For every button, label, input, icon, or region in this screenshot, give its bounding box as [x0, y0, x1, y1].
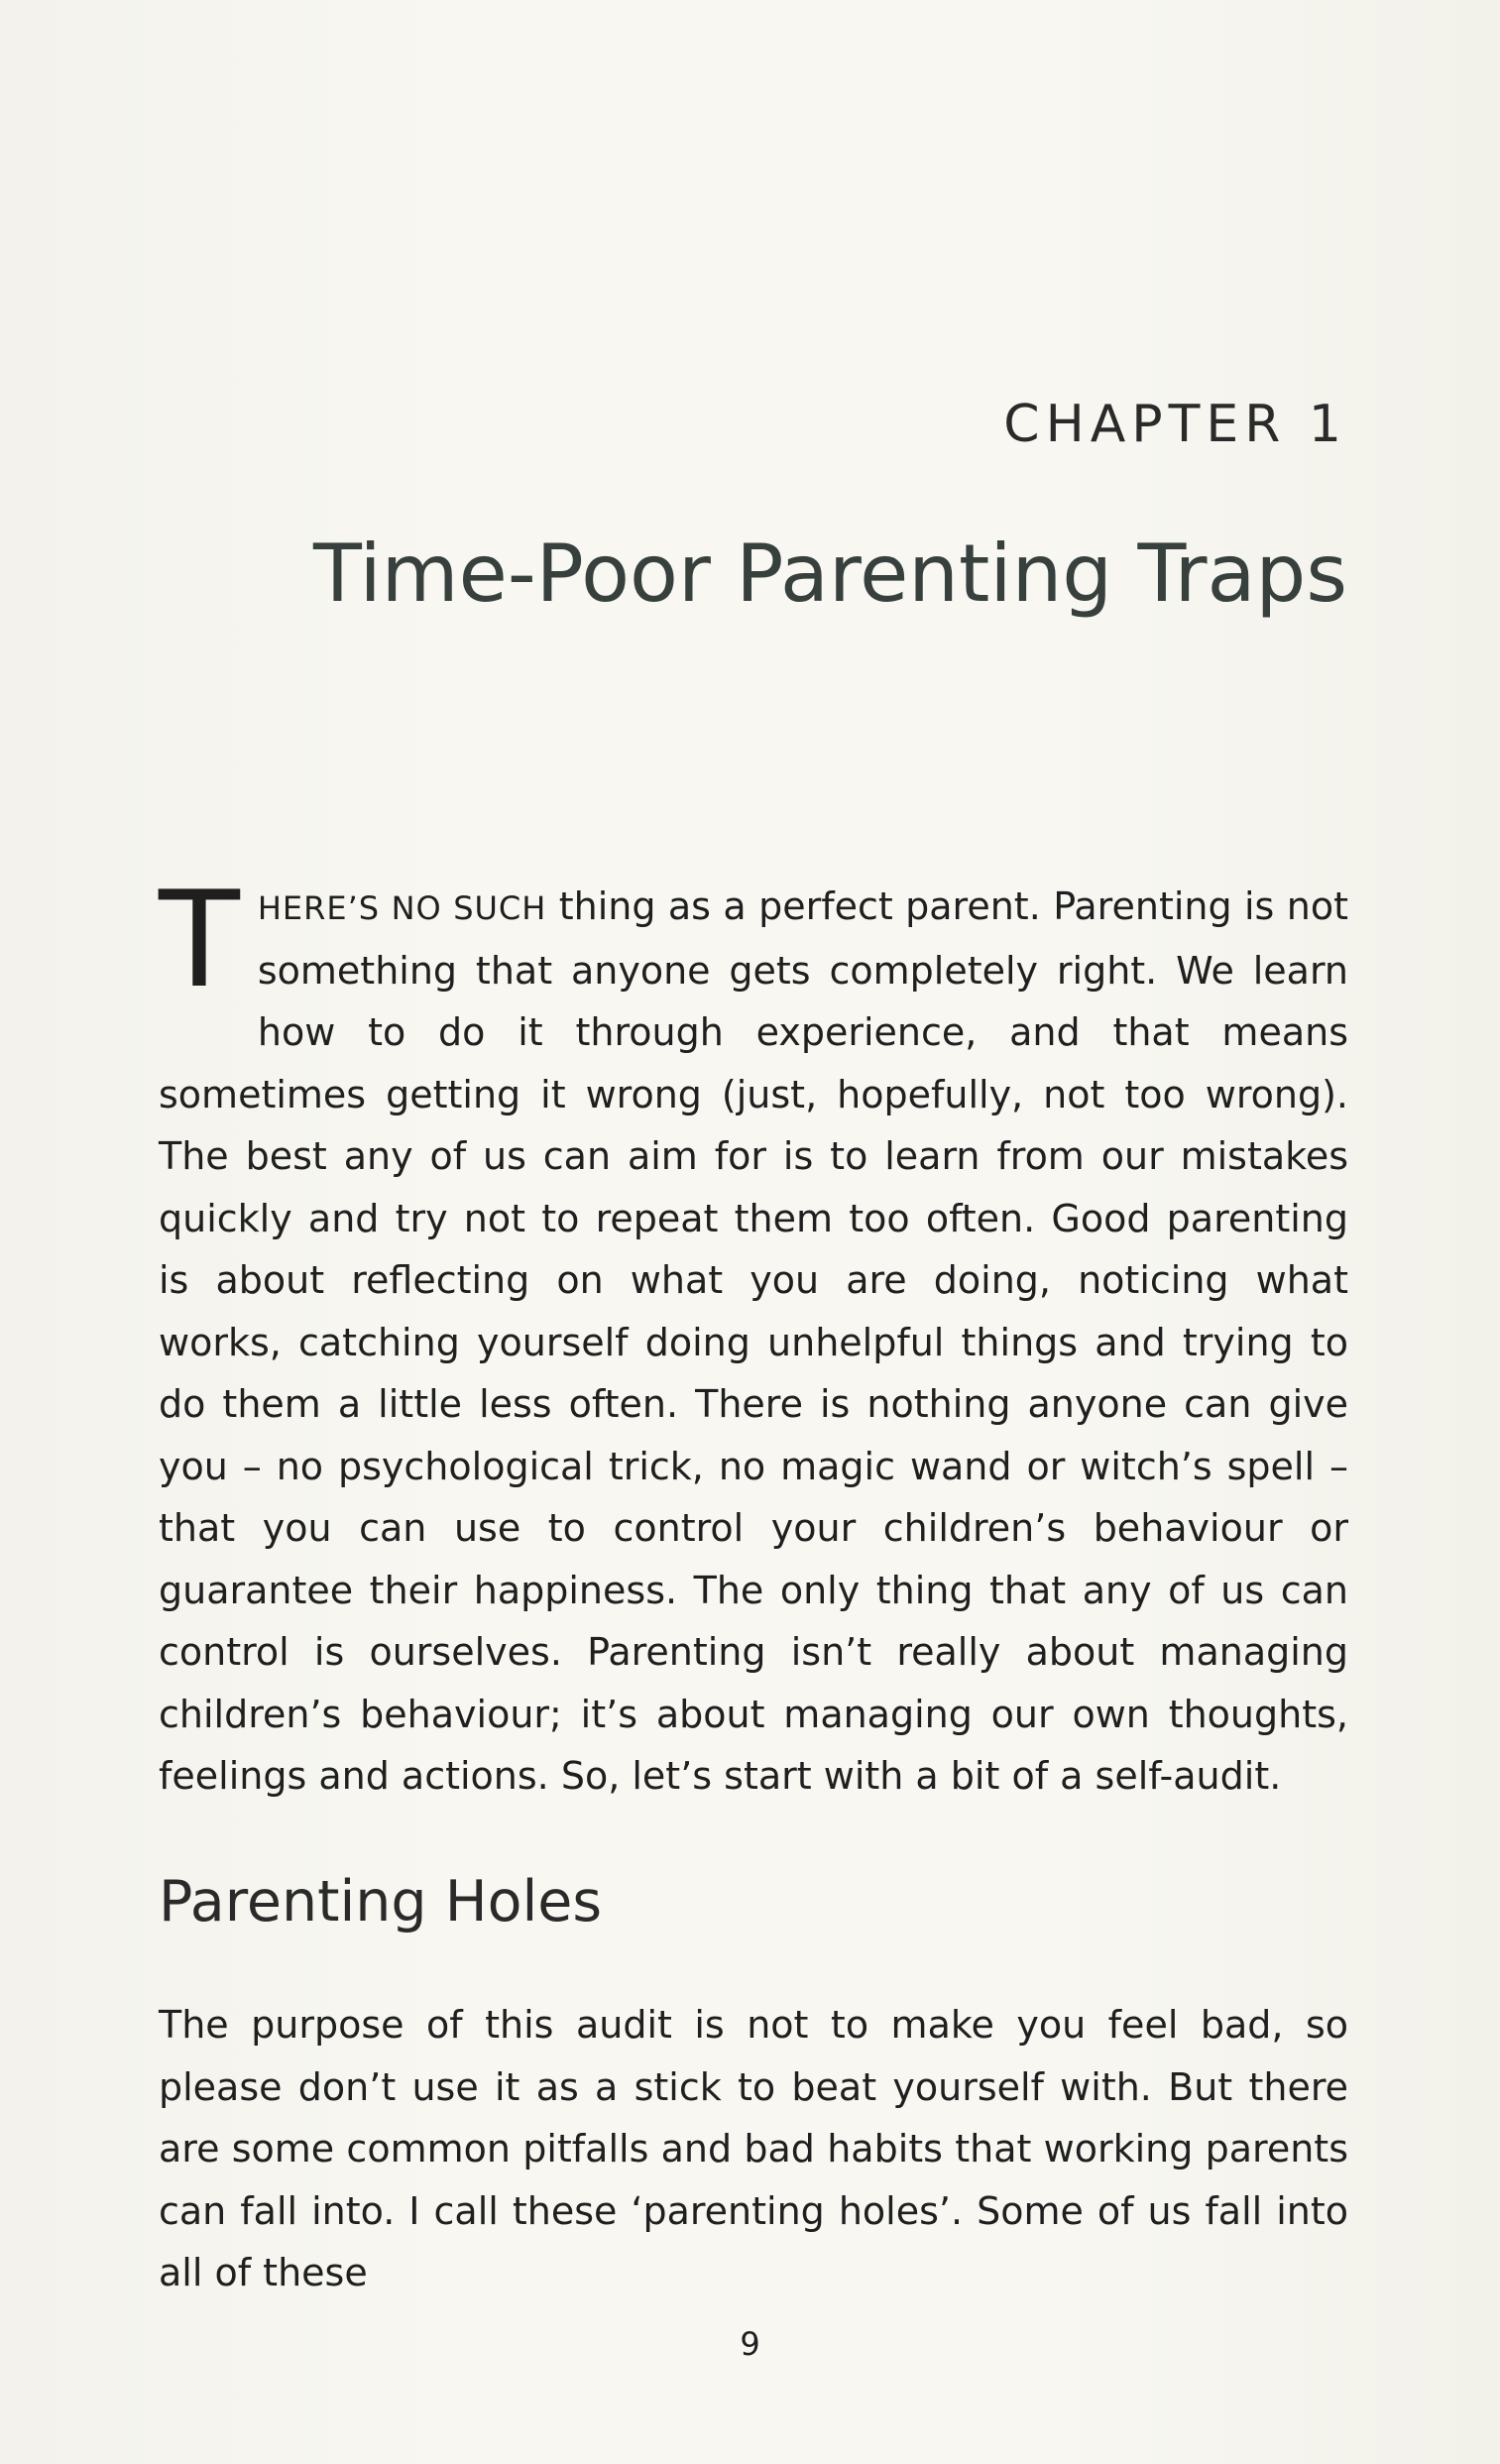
drop-cap: T: [159, 863, 240, 1017]
intro-paragraph: [159, 863, 1348, 1808]
intro-text: thing as a perfect parent. Parenting is not something that anyone gets completely right. We learn how to do it through experience, and that means sometimes getting it wrong (just, hopefully, not too wrong). The best any of us can aim for is to learn from our mistakes quickly and try not to repeat them too often. Good parenting is about reflecting on what you are doing, noticing what works, catching yourself doing unhelpful things and trying to do them a little less often. There is nothing anyone can give you – no psychological trick, no magic wand or witch’s spell – that you can use to control your children’s behaviour or guarantee their happiness. The only thing that any of us can control is ourselves. Parenting isn’t really about managing children’s behaviour; it’s about managing our own thoughts, feelings and actions. So, let’s start with a bit of a self-audit.: [159, 884, 1348, 1798]
page-number: 9: [740, 2325, 760, 2363]
chapter-label: CHAPTER 1: [1003, 395, 1347, 454]
section-heading: Parenting Holes: [159, 1869, 603, 1935]
lead-in-smallcaps: HERE’S NO SUCH: [257, 889, 547, 927]
chapter-title: Time-Poor Parenting Traps: [313, 528, 1347, 620]
section-paragraph: The purpose of this audit is not to make you feel bad, so please don’t use it as a stick to beat yourself with. But there are some common pitfalls and bad habits that working parents can fall into. I call these ‘parenting holes’. Some of us fall into all of these: [159, 2003, 1348, 2294]
